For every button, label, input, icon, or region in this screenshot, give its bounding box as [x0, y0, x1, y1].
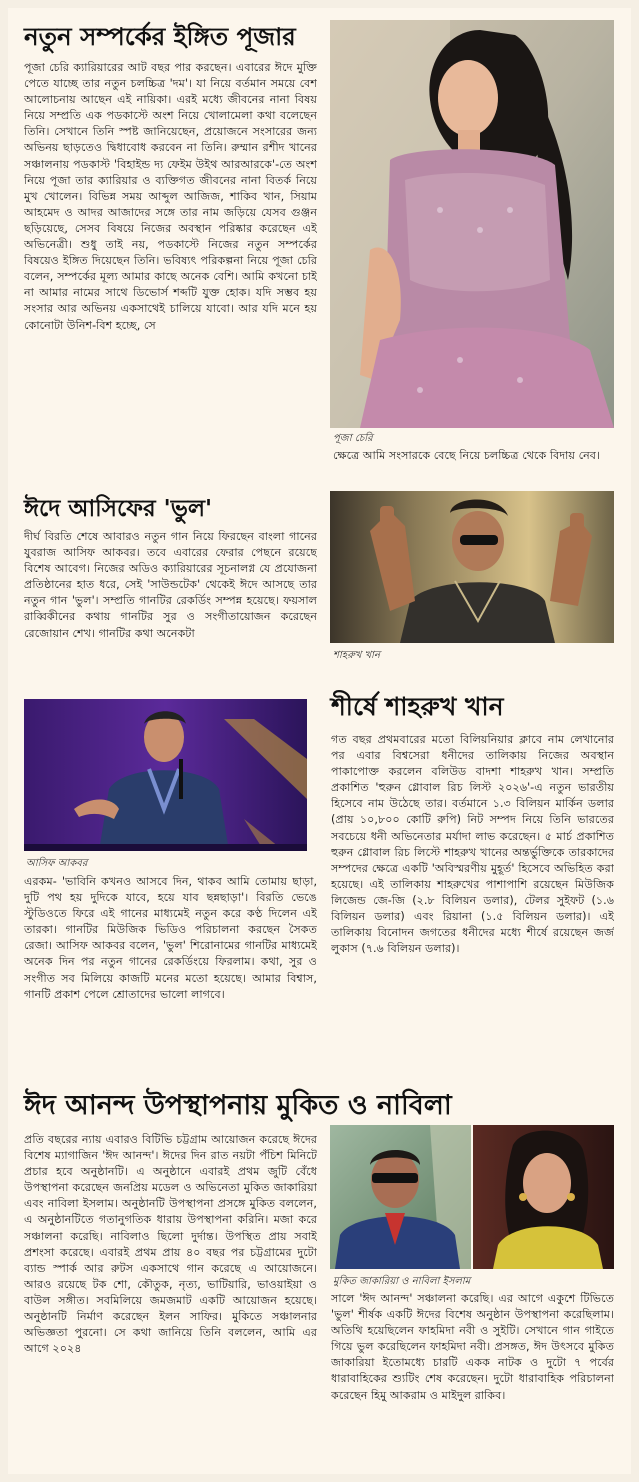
shahrukh-khan-photo: [330, 491, 614, 643]
story2-continuation: এরকম- 'ভাবিনি কখনও আসবে দিন, থাকব আমি তোমায় ছাড়া, দুটি পথ হয় দুদিকে যাবে, হয়ে যাব ছন্নছাড়া'। বিরতি ভেঙে স্টুডিওতে ফিরে এই গানের মাধ্যমেই নতুন করে কণ্ঠ দিলেন এই তারকা। গানটির মিউজিক ভিডিও পরিচালনা করছেন সৈকত রেজা। আসিফ আকবর বলেন, 'ভুল' শিরোনামের গানটির মাধ্যমেই অনেক দিন পর নতুন গানের রেকর্ডিংয়ে ফিরলাম। কথা, সুর ও সংগীত সব মিলিয়ে কাজটি মনের মতো হয়েছে। আমার বিশ্বাস, গানটি প্রকাশ পেলে শ্রোতাদের ভালো লাগবে।: [24, 875, 317, 1001]
story4-body: প্রতি বছরের ন্যায় এবারও বিটিভি চট্টগ্রাম আয়োজন করেছে ঈদের বিশেষ ম্যাগাজিন 'ঈদ আনন্দ'। ঈদের দিন রাত নয়টা পঁচিশ মিনিটে প্রচার হবে অনুষ্ঠানটি। এ অনুষ্ঠানে এবারই প্রথম জুটি বেঁধে উপস্থাপনা করেছেন জনপ্রিয় মডেল ও অভিনেতা মুকিত জাকারিয়া এবং নাবিলা ইসলাম। অনুষ্ঠানটি উপস্থাপনা প্রসঙ্গে মুকিত বললেন, এ অনুষ্ঠানটিতে গতানুগতিক ধারায় উপস্থাপনা করিনি। মজা করে সঞ্চালনা করেছি। নাবিলাও ছিলো দুর্দান্ত। উপস্থিত প্রায় সবাই প্রশংসা করেছে। এবারই প্রথম প্রায় ৪০ বছর পর চট্টগ্রামের দুটো ব্যান্ড স্পার্ক আর রুটস একসাথে গান করেছে এ আয়োজনে। আরও রয়েছে টক শো, কৌতুক, নৃত্য, ভাটিয়ারি, ভাওয়াইয়া ও বাউল সঙ্গীত। সবমিলিয়ে জমজমাট একটি আয়োজন হয়েছে। অনুষ্ঠানটি নির্মাণ করেছেন ইলন সাফির। মুকিতে সঞ্চালনার অভিজ্ঞতা পুরনো। সে কথা জানিয়ে তিনি বললেন, আমি এর আগে ২০২৪: [24, 1133, 317, 1356]
story2-body: দীর্ঘ বিরতি শেষে আবারও নতুন গান নিয়ে ফিরছেন বাংলা গানের যুবরাজ আসিফ আকবর। তবে এবারের ফেরার পেছনে রয়েছে বিশেষ আবেগ। নিজের অডিও ক্যারিয়ারের সূচনালগ্ন যে প্রযোজনা প্রতিষ্ঠানের হাত ধরে, সেই 'সাউন্ডটেক' থেকেই ঈদে আসছে তার নতুন গান 'ভুল'। সম্প্রতি গানটির রেকর্ডিং সম্পন্ন হয়েছে। ফয়সাল রাব্বিকীনের কথায় গানটির সুর ও সংগীতায়োজন করেছেন রেজোয়ান শেখ। গানটির কথা অনেকটা: [24, 530, 317, 640]
story4-headline: ঈদ আনন্দ উপস্থাপনায় মুকিত ও নাবিলা: [24, 1090, 452, 1121]
asif-akbar-photo: [24, 699, 307, 851]
nabila-islam-photo: [473, 1125, 614, 1269]
story1-caption: পূজা চেরি: [333, 433, 373, 444]
story4-continuation: সালে 'ঈদ আনন্দ' সঞ্চালনা করেছি। এর আগে একুশে টিভিতে 'ভুল' শীর্ষক একটি ঈদের বিশেষ অনুষ্ঠান উপস্থাপনা করেছিলাম। অতিথি হয়েছিলেন ফাহমিদা নবী ও সুইটি। সেখানে গান গাইতে গিয়ে ভুল করেছিলেন ফাহমিদা নবী। প্রসঙ্গত, ঈদ উৎসবে মুকিত জাকারিয়া ইতোমধ্যে চারটি একক নাটক ও দুটো ৭ পর্বের ধারাবাহিকের শ্যুটিং শেষ করেছেন। দুটো ধারাবাহিক পরিচালনা করেছেন হিমু আকরাম ও মাইদুল রাকিব।: [331, 1292, 614, 1402]
story1-continuation: ক্ষেত্রে আমি সংসারকে বেছে নিয়ে চলচ্চিত্র থেকে বিদায় নেব।: [333, 449, 601, 462]
story1-headline: নতুন সম্পর্কের ইঙ্গিত পূজার: [24, 22, 296, 51]
story3-body: গত বছর প্রথমবারের মতো বিলিয়নিয়ার ক্লাবে নাম লেখানোর পর এবার বিশ্বসেরা ধনীদের তালিকায় নিজের অবস্থান পাকাপোক্ত করলেন বলিউড বাদশা শাহরুখ খান। সম্প্রতি প্রকাশিত 'হুরুন গ্লোবাল রিচ লিস্ট ২০২৬'-এ নতুন ভারতীয় হিসেবে নাম উঠেছে তার। বর্তমানে ১.৩ বিলিয়ন মার্কিন ডলার (প্রায় ১০,৮০০ কোটি রুপি) নিট সম্পদ নিয়ে তিনি ভারতের সবচেয়ে ধনী অভিনেতার মর্যাদা লাভ করেছেন। ৫ মার্চ প্রকাশিত হুরুন গ্লোবাল রিচ লিস্টে শাহরুখ খানের অন্তর্ভুক্তিকে তারকাদের সম্পদের ক্ষেত্রে একটি 'অবিস্মরণীয় মুহূর্ত' হিসেবে অভিহিত করা হয়েছে। এই তালিকায় শাহরুখের পাশাপাশি রয়েছেন মিউজিক লিজেন্ড জে-জি (২.৮ বিলিয়ন ডলার), টেলর সুইফট (১.৬ বিলিয়ন ডলার) এবং রিয়ানা (১.৫ বিলিয়ন ডলার)। এই তালিকায় বিনোদন জগতের ধনীদের মধ্যে শীর্ষে রয়েছেন জর্জ লুকাস (৭.৬ বিলিয়ন ডলার)।: [331, 733, 614, 956]
story2-caption: আসিফ আকবর: [26, 858, 88, 869]
story2-headline: ঈদে আসিফের 'ভুল': [24, 496, 213, 522]
puja-cherry-photo: [330, 20, 614, 428]
newspaper-page: [8, 8, 631, 1474]
story3-headline: শীর্ষে শাহরুখ খান: [331, 692, 504, 721]
story3-caption: শাহরুখ খান: [333, 650, 380, 661]
story1-body: পূজা চেরি ক্যারিয়ারের আট বছর পার করছেন। এবারের ঈদে মুক্তি পেতে যাচ্ছে তার নতুন চলচ্চিত্র 'দম'। যা নিয়ে বর্তমান সময়ে বেশ আলোচনায় আছেন এই নায়িকা। এরই মধ্যে জীবনের নানা বিষয় নিয়ে সম্প্রতি এক পডকাস্টে অংশ নিয়ে খোলামেলা কথা বলেছেন তিনি। সেখানে তিনি স্পষ্ট জানিয়েছেন, প্রয়োজনে সংসারের জন্য অভিনয় ছাড়তেও দ্বিধাবোধ করবেন না তিনি। রুম্মান রশীদ খানের সঞ্চালনায় পডকাস্ট 'বিহাইন্ড দ্য ফেইম উইথ আরআরকে'-তে অংশ নিয়ে পূজা তার ক্যারিয়ার ও ব্যক্তিগত জীবনের নানা বিতর্ক নিয়ে মুখ খোলেন। বিভিন্ন সময় আব্দুল আজিজ, শাকিব খান, সিয়াম আহমেদ ও আদর আজাদের সঙ্গে তার নাম জড়িয়ে যেসব গুঞ্জন ছড়িয়েছে, সেসব বিষয়ে নিজের অবস্থান পরিষ্কার করেছেন এই অভিনেত্রী। শুধু তাই নয়, পডকাস্টে নিজের নতুন সম্পর্কের বিষয়েও ইঙ্গিত দিয়েছেন তিনি। ভবিষ্যৎ পরিকল্পনা নিয়ে পূজা চেরি বলেন, সম্পর্কের মূল্য আমার কাছে অনেক বেশি। আমি কখনো চাই না আমার নামের সাথে ডিভোর্স শব্দটি যুক্ত হোক। যদি সম্ভব হয় সংসার আর অভিনয় একসাথেই চালিয়ে যাবো। আর যদি মনে হয় কোনোটা উনিশ-বিশ হচ্ছে, সে: [24, 61, 317, 332]
story4-caption: মুকিত জাকারিয়া ও নাবিলা ইসলাম: [333, 1276, 471, 1287]
mukit-zakaria-photo: [330, 1125, 471, 1269]
